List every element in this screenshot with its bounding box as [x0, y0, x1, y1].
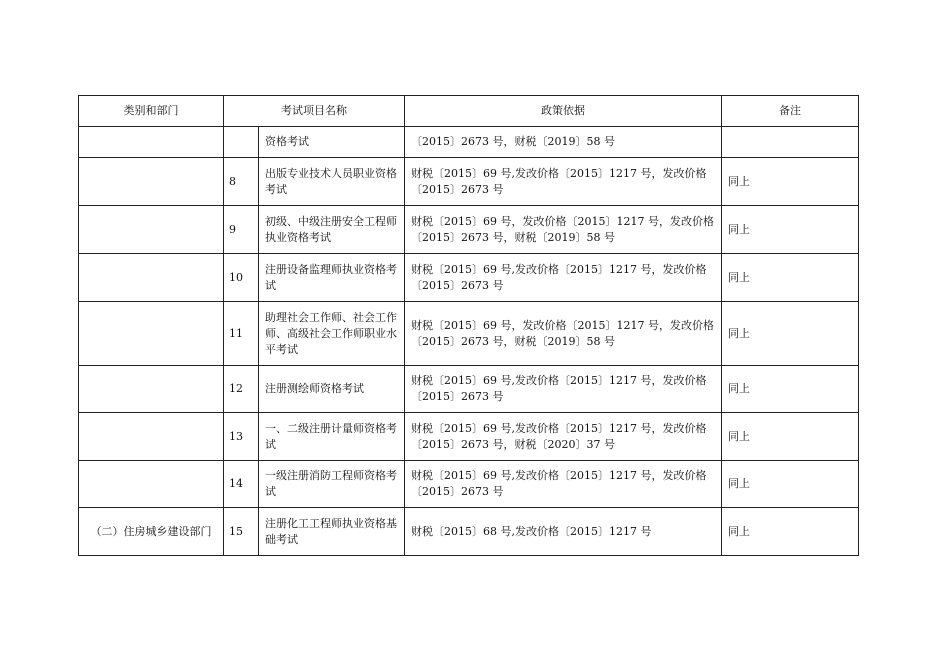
policy-cell: 财税〔2015〕69 号,发改价格〔2015〕1217 号，发改价格〔2015〕2673 号，财税〔2020〕37 号 — [405, 413, 722, 461]
fee-policy-table — [78, 95, 859, 556]
item-number: 13 — [224, 413, 259, 461]
policy-cell: 财税〔2015〕69 号,发改价格〔2015〕1217 号，发改价格〔2015〕2673 号 — [405, 158, 722, 206]
policy-cell: 财税〔2015〕69 号,发改价格〔2015〕1217 号，发改价格〔2015〕2673 号 — [405, 366, 722, 413]
category-cell — [79, 158, 224, 206]
item-number — [224, 127, 259, 158]
exam-name-cell: 一级注册消防工程师资格考试 — [259, 461, 405, 508]
remark-cell: 同上 — [722, 302, 859, 366]
table-header-row — [79, 96, 859, 127]
category-cell: （二）住房城乡建设部门 — [79, 508, 224, 556]
remark-cell: 同上 — [722, 254, 859, 302]
category-cell — [79, 254, 224, 302]
remark-cell: 同上 — [722, 508, 859, 556]
item-number: 10 — [224, 254, 259, 302]
header-exam-name: 考试项目名称 — [224, 96, 405, 127]
remark-cell: 同上 — [722, 413, 859, 461]
policy-cell: 财税〔2015〕69 号，发改价格〔2015〕1217 号，发改价格〔2015〕2673 号，财税〔2019〕58 号 — [405, 206, 722, 254]
category-cell — [79, 206, 224, 254]
exam-name-cell: 助理社会工作师、社会工作师、高级社会工作师职业水平考试 — [259, 302, 405, 366]
remark-cell: 同上 — [722, 158, 859, 206]
exam-name-cell: 注册设备监理师执业资格考试 — [259, 254, 405, 302]
remark-cell: 同上 — [722, 461, 859, 508]
policy-cell: 〔2015〕2673 号，财税〔2019〕58 号 — [405, 127, 722, 158]
category-cell — [79, 366, 224, 413]
table-row — [79, 508, 859, 556]
policy-cell: 财税〔2015〕69 号,发改价格〔2015〕1217 号，发改价格〔2015〕2673 号 — [405, 461, 722, 508]
header-remark: 备注 — [722, 96, 859, 127]
header-policy: 政策依据 — [405, 96, 722, 127]
category-cell — [79, 127, 224, 158]
item-number: 11 — [224, 302, 259, 366]
exam-name-cell: 初级、中级注册安全工程师执业资格考试 — [259, 206, 405, 254]
table-row — [79, 254, 859, 302]
category-cell — [79, 302, 224, 366]
table-row — [79, 413, 859, 461]
item-number: 15 — [224, 508, 259, 556]
table-row — [79, 206, 859, 254]
table-row — [79, 366, 859, 413]
remark-cell: 同上 — [722, 366, 859, 413]
table-row — [79, 302, 859, 366]
table-row — [79, 461, 859, 508]
policy-cell: 财税〔2015〕69 号，发改价格〔2015〕1217 号，发改价格〔2015〕2673 号，财税〔2019〕58 号 — [405, 302, 722, 366]
remark-cell — [722, 127, 859, 158]
exam-name-cell: 一、二级注册计量师资格考试 — [259, 413, 405, 461]
item-number: 12 — [224, 366, 259, 413]
item-number: 9 — [224, 206, 259, 254]
policy-cell: 财税〔2015〕69 号,发改价格〔2015〕1217 号，发改价格〔2015〕2673 号 — [405, 254, 722, 302]
exam-name-cell: 资格考试 — [259, 127, 405, 158]
table-row — [79, 158, 859, 206]
exam-name-cell: 注册化工工程师执业资格基础考试 — [259, 508, 405, 556]
item-number: 8 — [224, 158, 259, 206]
header-category: 类别和部门 — [79, 96, 224, 127]
remark-cell: 同上 — [722, 206, 859, 254]
item-number: 14 — [224, 461, 259, 508]
policy-cell: 财税〔2015〕68 号,发改价格〔2015〕1217 号 — [405, 508, 722, 556]
category-cell — [79, 413, 224, 461]
category-cell — [79, 461, 224, 508]
table-row — [79, 127, 859, 158]
exam-name-cell: 出版专业技术人员职业资格考试 — [259, 158, 405, 206]
exam-name-cell: 注册测绘师资格考试 — [259, 366, 405, 413]
